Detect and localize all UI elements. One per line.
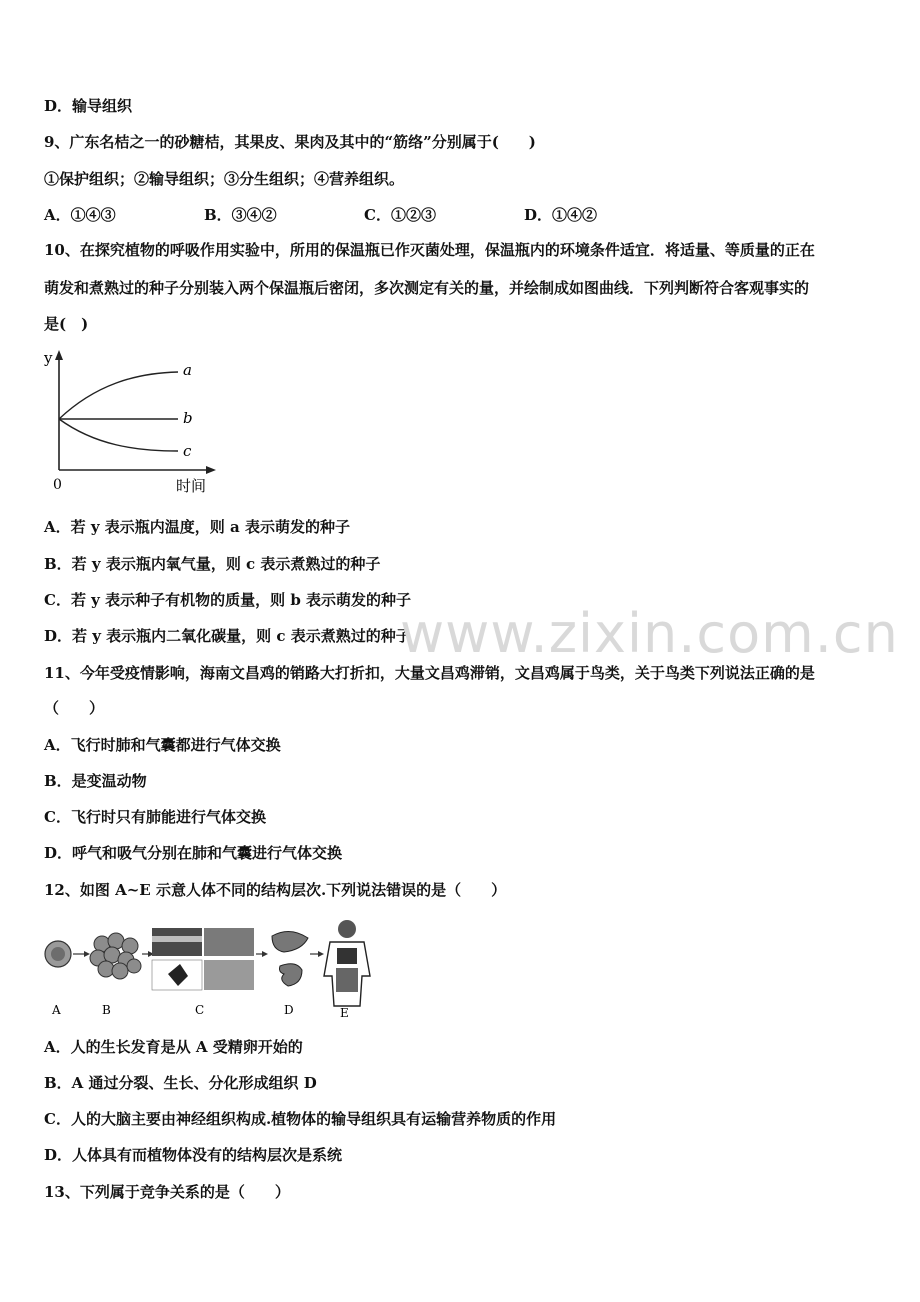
curve-b-label: b: [183, 409, 193, 427]
q8-option-d: D．输导组织: [44, 97, 133, 115]
origin-label: 0: [53, 477, 62, 493]
organ-images: [272, 931, 308, 986]
x-axis-label: 时间: [176, 477, 207, 495]
q9-option-b: B．③④②: [204, 206, 277, 224]
q13-stem: 13、下列属于竞争关系的是（ ）: [44, 1183, 290, 1201]
tissue-images: [152, 928, 254, 990]
q12-stem: 12、如图 A~E 示意人体不同的结构层次.下列说法错误的是（ ）: [44, 881, 507, 899]
curve-a-label: a: [183, 361, 192, 379]
q10-curve-graph: [40, 345, 225, 495]
q11-option-c: C．飞行时只有肺能进行气体交换: [44, 808, 266, 826]
y-axis-arrow: [55, 350, 63, 360]
watermark: www.zixin.com.cn: [400, 602, 899, 665]
fig-label-d: D: [284, 1003, 294, 1017]
y-axis-label: y: [44, 349, 53, 367]
q9-option-a: A．①④③: [44, 206, 116, 224]
q10-option-d: D．若 y 表示瓶内二氧化碳量，则 c 表示煮熟过的种子: [44, 627, 411, 645]
q11-option-d: D．呼气和吸气分别在肺和气囊进行气体交换: [44, 844, 343, 862]
q12-option-b: B．A 通过分裂、生长、分化形成组织 D: [44, 1074, 317, 1092]
q10-option-b: B．若 y 表示瓶内氧气量，则 c 表示煮熟过的种子: [44, 555, 381, 573]
q12-option-a: A．人的生长发育是从 A 受精卵开始的: [44, 1038, 303, 1056]
fig-label-a: A: [52, 1003, 61, 1017]
fig-label-c: C: [195, 1003, 205, 1017]
human-body-image: [324, 920, 370, 1006]
q10-stem-line3: 是( ): [44, 315, 89, 333]
curve-c-label: c: [183, 442, 192, 460]
q9-option-c: C．①②③: [364, 206, 436, 224]
q11-option-a: A．飞行时肺和气囊都进行气体交换: [44, 736, 281, 754]
curve-a: [59, 372, 178, 419]
fig-label-b: B: [102, 1003, 111, 1017]
q12-option-d: D．人体具有而植物体没有的结构层次是系统: [44, 1146, 343, 1164]
q10-option-a: A．若 y 表示瓶内温度，则 a 表示萌发的种子: [44, 518, 350, 536]
q10-option-c: C．若 y 表示种子有机物的质量，则 b 表示萌发的种子: [44, 591, 412, 609]
q11-stem-line2: （ ）: [44, 699, 105, 717]
q10-stem-line1: 10、在探究植物的呼吸作用实验中，所用的保温瓶已作灭菌处理，保温瓶内的环境条件适宜．将适量、等质量的正在: [44, 241, 815, 259]
x-axis-arrow: [206, 466, 216, 474]
cell-cluster-image: [90, 933, 141, 979]
q12-option-c: C．人的大脑主要由神经组织构成.植物体的输导组织具有运输营养物质的作用: [44, 1110, 557, 1128]
q10-stem-line2: 萌发和煮熟过的种子分别装入两个保温瓶后密闭，多次测定有关的量，并绘制成如图曲线．下列判断符合客观事实的: [44, 279, 810, 297]
q11-stem-line1: 11、今年受疫情影响，海南文昌鸡的销路大打折扣，大量文昌鸡滞销，文昌鸡属于鸟类，关于鸟类下列说法正确的是: [44, 664, 815, 682]
q11-option-b: B．是变温动物: [44, 772, 147, 790]
curve-c: [59, 419, 178, 451]
q9-stem: 9、广东名桔之一的砂糖桔，其果皮、果肉及其中的“筋络”分别属于( ): [44, 133, 536, 151]
fertilized-egg-image: [45, 941, 71, 967]
q9-list: ①保护组织；②输导组织；③分生组织；④营养组织。: [44, 170, 405, 188]
q9-option-d: D．①④②: [524, 206, 598, 224]
fig-label-e: E: [340, 1006, 349, 1020]
q12-structure-figure: [40, 914, 385, 1024]
